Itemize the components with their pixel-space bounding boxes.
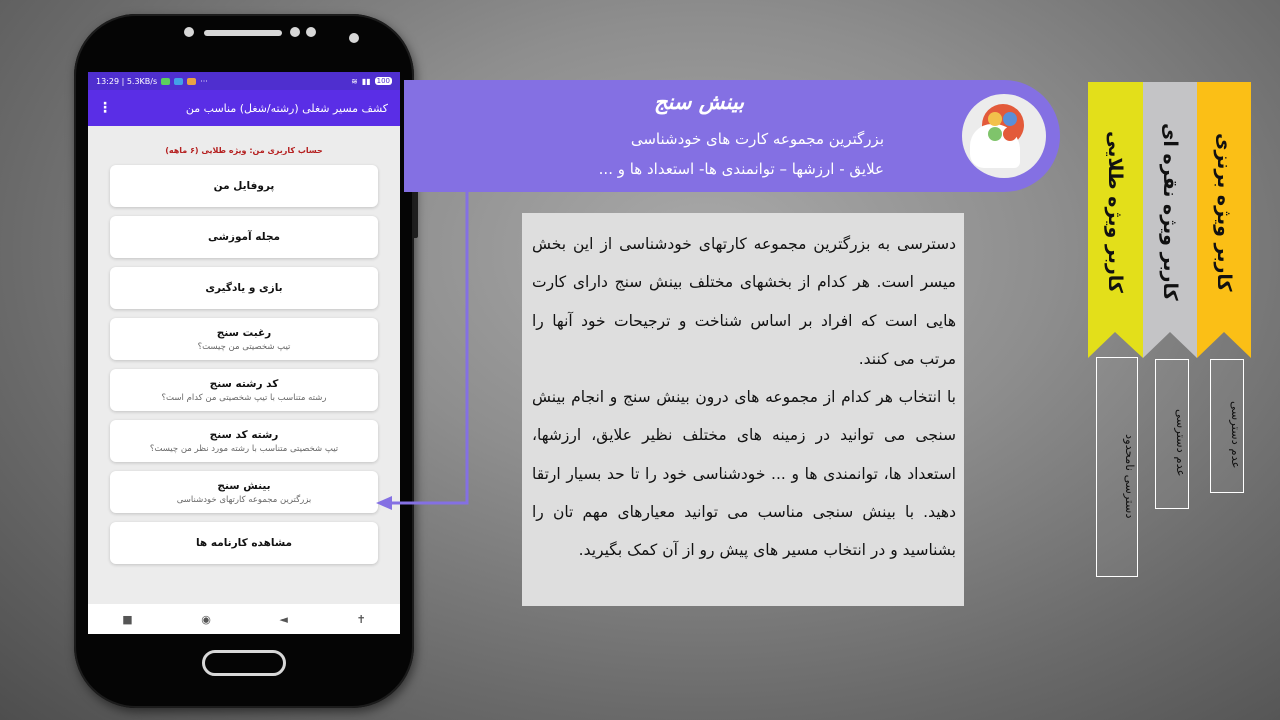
- sensor-dot: [290, 27, 300, 37]
- status-left: [96, 77, 208, 86]
- signal-icon: ▮▮: [361, 76, 371, 86]
- sensor-dot: [306, 27, 316, 37]
- app-title: کشف مسیر شغلی (رشته/شغل) مناسب من: [185, 101, 388, 115]
- menu-item-title: مشاهده کارنامه ها: [195, 537, 293, 549]
- accessibility-icon[interactable]: ✝: [356, 612, 366, 626]
- wifi-icon: ≋: [351, 76, 358, 86]
- tier-ribbon-silver: [1143, 82, 1197, 358]
- menu-item-reports[interactable]: [110, 522, 378, 564]
- camera-dot: [184, 27, 194, 37]
- menu-item-magazine[interactable]: [110, 216, 378, 258]
- tier-label: کاربر ویژه طلایی: [1104, 131, 1126, 293]
- back-icon[interactable]: ◄: [279, 612, 288, 626]
- tier-label: کاربر ویژه نقره ای: [1159, 123, 1181, 301]
- overflow-menu-icon[interactable]: ⋮: [98, 100, 112, 116]
- menu-item-subtitle: تیپ شخصیتی من چیست؟: [197, 341, 291, 352]
- tier-access-bronze: عدم دسترسی: [1210, 359, 1244, 493]
- home-icon[interactable]: ◉: [201, 612, 211, 626]
- brain-logo-icon: [962, 94, 1046, 178]
- status-right: [351, 77, 392, 86]
- logo-petal: [988, 127, 1002, 141]
- menu-item-title: رشته کد سنج: [209, 428, 279, 441]
- menu-item-insight-test[interactable]: [110, 471, 378, 513]
- home-button[interactable]: [202, 650, 286, 676]
- menu-item-title: بینش سنج: [217, 479, 271, 492]
- description-box: [522, 213, 964, 606]
- tier-ribbon-gold: [1088, 82, 1142, 358]
- notification-icon: [187, 78, 196, 85]
- banner-subtitle: بزرگترین مجموعه کارت های خودشناسی: [630, 130, 884, 148]
- menu-item-title: کد رشته سنج: [209, 377, 279, 390]
- menu-item-title: مجله آموزشی: [207, 231, 281, 243]
- menu-item-interest-test[interactable]: [110, 318, 378, 360]
- front-camera-dot: [349, 33, 359, 43]
- account-status: حساب کاربری من: ویژه طلایی (۶ ماهه): [165, 146, 323, 155]
- app-bar: [88, 90, 400, 126]
- menu-item-code-major[interactable]: [110, 420, 378, 462]
- menu-item-profile[interactable]: [110, 165, 378, 207]
- earpiece-speaker: [204, 30, 282, 36]
- tier-access-gold: دسترسی نامحدود: [1096, 357, 1138, 577]
- status-time: 13:29 | 5.3KB/s: [96, 76, 158, 86]
- banner-features: علایق - ارزشها – توانمندی ها- استعداد ها و ...: [598, 160, 884, 178]
- menu-item-title: بازی و یادگیری: [205, 282, 283, 294]
- menu-item-game[interactable]: [110, 267, 378, 309]
- banner-title: بینش سنج: [653, 90, 745, 114]
- menu-item-subtitle: رشته متناسب با تیپ شخصیتی من کدام است؟: [161, 392, 327, 403]
- menu-item-major-code[interactable]: [110, 369, 378, 411]
- description-paragraph: با انتخاب هر کدام از مجموعه های درون بینش سنج و انجام بینش سنجی می توانید در زمینه های مختلف نظیر علایق، ارزشها، استعداد ها، توانمندی ها و ... خودشناسی خود را تا حد بسیار ارتقا دهید. با بینش سنجی مناسب می توانید معیارهای مهم تان را بشناسید و در انتخاب مسیر های پیش رو از آن کمک بگیرید.: [532, 388, 956, 560]
- notification-icon: [174, 78, 183, 85]
- logo-petal: [1003, 127, 1017, 141]
- phone-mockup: [74, 14, 414, 708]
- tier-ribbon-bronze: [1197, 82, 1251, 358]
- more-notifications-icon: ···: [200, 76, 208, 86]
- main-menu: [88, 165, 400, 564]
- android-nav-bar: [88, 604, 400, 634]
- tier-label: کاربر ویژه برنزی: [1213, 132, 1235, 292]
- menu-item-title: پروفایل من: [213, 180, 275, 192]
- menu-item-title: رغبت سنج: [216, 326, 272, 339]
- description-paragraph: دسترسی به بزرگترین مجموعه کارتهای خودشناسی از این بخش میسر است. هر کدام از بخشهای مختلف بینش سنج دارای کارت هایی است که افراد بر اساس شناخت و ترجیحات خود آنها را مرتب می کنند.: [532, 235, 956, 368]
- battery-icon: 100: [376, 77, 390, 85]
- menu-item-subtitle: بزرگترین مجموعه کارتهای خودشناسی: [176, 494, 312, 505]
- notification-icon: [161, 78, 170, 85]
- recents-icon[interactable]: ■: [122, 612, 133, 626]
- status-bar: [88, 72, 400, 90]
- feature-banner: [404, 80, 1060, 192]
- logo-petal: [988, 112, 1002, 126]
- menu-item-subtitle: تیپ شخصیتی متناسب با رشته مورد نظر من چیست؟: [149, 443, 339, 454]
- logo-petal: [1003, 112, 1017, 126]
- tier-access-silver: عدم دسترسی: [1155, 359, 1189, 509]
- phone-screen: [88, 72, 400, 634]
